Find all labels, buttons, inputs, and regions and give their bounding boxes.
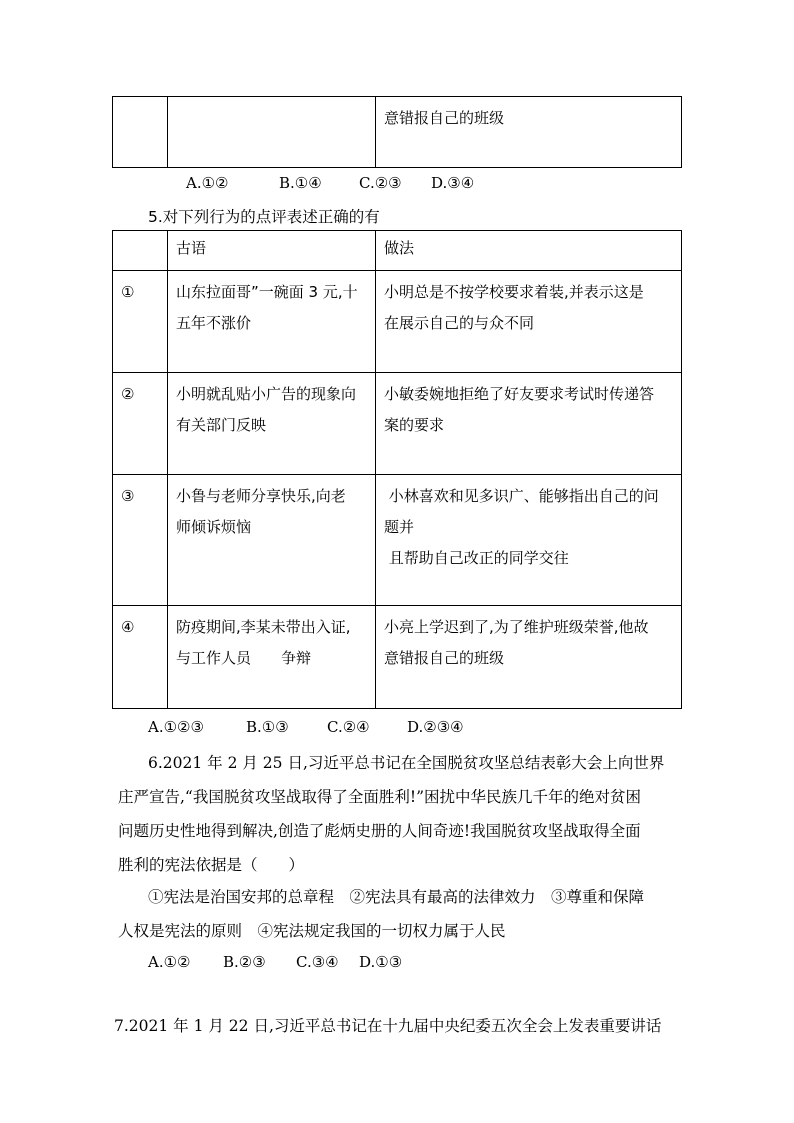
q5-header-col1: 古语 — [168, 231, 376, 271]
top-table-col1-cell — [168, 97, 376, 168]
q5-option-d: D.②③④ — [407, 718, 464, 736]
row-col1: 小明就乱贴小广告的现象向 有关部门反映 — [168, 373, 376, 475]
q5-option-a: A.①②③ — [148, 718, 204, 736]
row-col1: 防疫期间,李某未带出入证, 与工作人员 争辩 — [168, 606, 376, 709]
row-num: ③ — [113, 475, 168, 606]
q6-option-d: D.①③ — [359, 953, 403, 971]
q6-option-a: A.①② — [148, 953, 191, 971]
row-col2: 小林喜欢和见多识广、能够指出自己的问 题并 且帮助自己改正的同学交往 — [376, 475, 682, 606]
row-col2: 小明总是不按学校要求着装,并表示这是 在展示自己的与众不同 — [376, 271, 682, 373]
top-table-col2-cell: 意错报自己的班级 — [376, 97, 682, 168]
q5-header-num — [113, 231, 168, 271]
q5-option-c: C.②④ — [327, 718, 370, 736]
table-row — [113, 475, 682, 606]
q5-table — [112, 230, 682, 709]
q4-option-a: A.①② — [186, 174, 229, 192]
row-num: ② — [113, 373, 168, 475]
row-col2: 小敏委婉地拒绝了好友要求考试时传递答 案的要求 — [376, 373, 682, 475]
row-col1: 山东拉面哥”一碗面 3 元,十 五年不涨价 — [168, 271, 376, 373]
q6-stem: 6.2021 年 2 月 25 日,习近平总书记在全国脱贫攻坚总结表彰大会上向世界 庄严宣告,“我国脱贫攻坚战取得了全面胜利!”困扰中华民族几千年的绝对贫困 问题历史性地得到解决,创造了彪炳史册的人间奇迹!我国脱贫攻坚战取得全面 胜利的宪法依据是（ ） — [118, 754, 665, 874]
q4-option-c: C.②③ — [359, 174, 402, 192]
row-num: ④ — [113, 606, 168, 709]
q6-option-b: B.②③ — [223, 953, 266, 971]
q5-header-row — [113, 231, 682, 271]
q4-option-d: D.③④ — [431, 174, 475, 192]
q5-header-col2: 做法 — [376, 231, 682, 271]
table-row — [113, 373, 682, 475]
row-col1: 小鲁与老师分享快乐,向老 师倾诉烦恼 — [168, 475, 376, 606]
q5-stem: 5.对下列行为的点评表述正确的有 — [148, 208, 380, 226]
row-num: ① — [113, 271, 168, 373]
table-row — [113, 606, 682, 709]
q4-option-b: B.①④ — [279, 174, 322, 192]
top-table — [112, 96, 682, 168]
q6-choices: ①宪法是治国安邦的总章程 ②宪法具有最高的法律效力 ③尊重和保障 人权是宪法的原则 ④宪法规定我国的一切权力属于人民 — [118, 888, 645, 940]
q5-option-b: B.①③ — [246, 718, 289, 736]
q6-option-c: C.③④ — [296, 953, 339, 971]
top-table-num-cell — [113, 97, 168, 168]
table-row — [113, 271, 682, 373]
row-col2: 小亮上学迟到了,为了维护班级荣誉,他故 意错报自己的班级 — [376, 606, 682, 709]
q7-stem: 7.2021 年 1 月 22 日,习近平总书记在十九届中央纪委五次全会上发表重要讲话 — [114, 1017, 662, 1035]
